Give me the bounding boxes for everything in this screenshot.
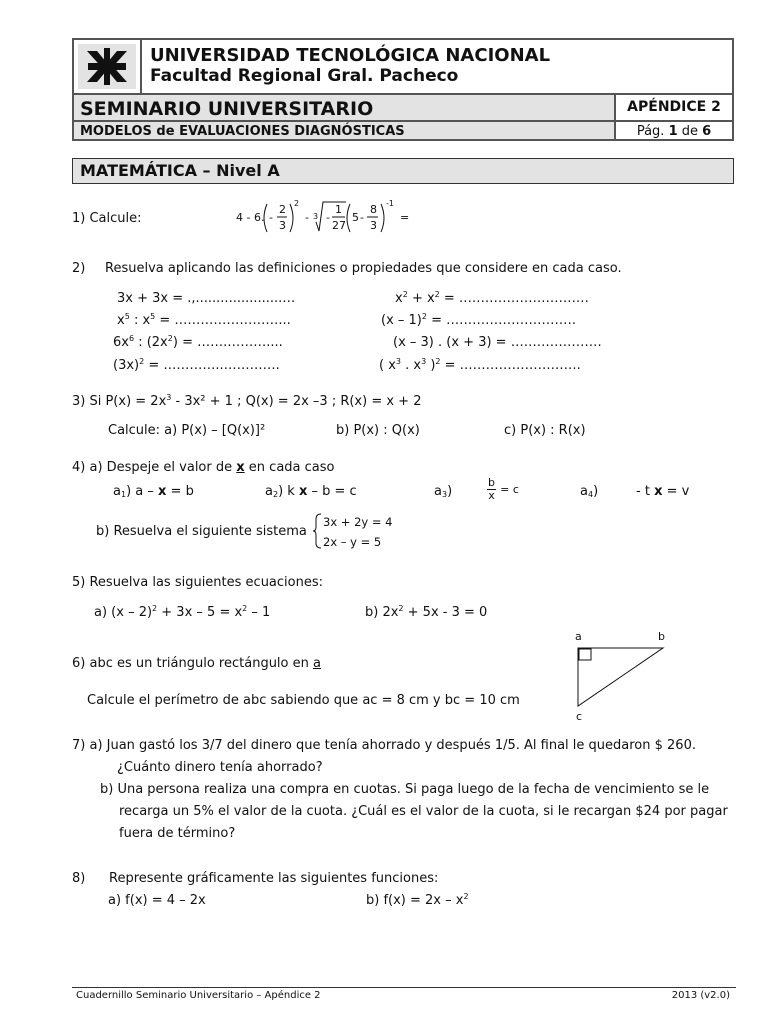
- university-cell: [142, 40, 732, 95]
- svg-text:3: 3: [370, 219, 377, 232]
- q8-label: 8): [72, 871, 86, 886]
- q2-item-l3: $6x^6$ : $(2x^2)$ = …….………....: [113, 334, 283, 350]
- footer-divider: [72, 987, 736, 988]
- svg-text:-: -: [326, 211, 330, 224]
- svg-text:27: 27: [332, 219, 346, 232]
- q2-item-r1: $x^2 + x^2$ = …………………………: [395, 290, 589, 306]
- q7-b-line3: fuera de término?: [119, 826, 236, 841]
- q3-calc-b: b) P(x) : Q(x): [336, 423, 420, 438]
- q4-a4: $a_4$): [580, 484, 599, 499]
- q8-text: Represente gráficamente las siguientes funciones:: [109, 871, 439, 886]
- q4-a4-eq: - t x = v: [636, 484, 690, 499]
- q2-item-l4: $(3x)^2$ = …………..………….: [113, 357, 280, 373]
- svg-text:3: 3: [313, 212, 319, 221]
- models-row: [74, 122, 732, 139]
- q2-text: Resuelva aplicando las definiciones o propiedades que considere en cada caso.: [105, 261, 622, 276]
- q4-b-text: b) Resuelva el siguiente sistema: [96, 524, 307, 539]
- q5-b: b) $2x^2 + 5x - 3 = 0$: [365, 604, 488, 620]
- triangle-diagram: [560, 626, 680, 730]
- faculty-name: Facultad Regional Gral. Pacheco: [150, 66, 459, 86]
- document-header: [72, 38, 734, 141]
- utn-logo: [78, 44, 136, 89]
- q2-item-l2: $x^5$ : $x^5$ = ……………………...: [117, 312, 291, 328]
- q4-system-eq2: 2x – y = 5: [323, 535, 382, 549]
- q6-text1: 6) abc es un triángulo rectángulo en a: [72, 656, 321, 671]
- logo-cell: [74, 40, 142, 95]
- q4-system-brace: [313, 513, 323, 553]
- svg-text:3: 3: [279, 219, 286, 232]
- q2-item-r3: (x – 3) . (x + 3) = …………………: [393, 335, 602, 350]
- q3-line1: 3) Si $P(x) = 2x^3 - 3x^2 + 1$ ; Q(x) = 2x –3 ; R(x) = x + 2: [72, 393, 422, 409]
- q4-a3: $a_3$): [434, 484, 453, 499]
- q3-calc-a: Calcule: a) P(x) – [Q(x)]²: [108, 423, 266, 438]
- q2-item-r2: (x – 1)$^2$ = …………………………: [381, 312, 577, 328]
- q4-a-text: 4) a) Despeje el valor de x en cada caso: [72, 460, 335, 475]
- q7-b-line1: b) Una persona realiza una compra en cuotas. Si paga luego de la fecha de vencimiento se le: [100, 782, 710, 797]
- svg-text:2: 2: [294, 199, 300, 208]
- section-title: MATEMÁTICA – Nivel A: [72, 158, 734, 184]
- q4-a2: $a_2$) k x – b = c: [265, 484, 357, 499]
- svg-text:2: 2: [279, 203, 286, 216]
- university-name: UNIVERSIDAD TECNOLÓGICA NACIONAL: [150, 45, 551, 66]
- seminar-title: SEMINARIO UNIVERSITARIO: [80, 98, 374, 120]
- svg-text:8: 8: [370, 203, 377, 216]
- q8-b: b) $f(x) = 2x - x^2$: [366, 892, 469, 908]
- appendix-label: APÉNDICE 2: [614, 95, 732, 120]
- svg-text:c: c: [576, 710, 583, 723]
- svg-text:-: -: [305, 211, 309, 224]
- q4-a3-fraction: $\frac{b}{x}$ = c: [488, 476, 519, 502]
- svg-text:=: =: [400, 211, 410, 224]
- seminar-row: [74, 95, 732, 122]
- q7-a-line1: 7) a) Juan gastó los 3/7 del dinero que tenía ahorrado y después 1/5. Al final le quedaron $ 260.: [72, 738, 696, 753]
- svg-text:1: 1: [335, 203, 342, 216]
- q7-a-line2: ¿Cuánto dinero tenía ahorrado?: [117, 760, 323, 775]
- q7-b-line2: recarga un 5% el valor de la cuota. ¿Cuál es el valor de la cuota, si le recargan $24 por pagar: [119, 804, 728, 819]
- q4-system-eq1: 3x + 2y = 4: [323, 515, 393, 529]
- svg-text:-1: -1: [386, 199, 394, 208]
- q2-item-r4: ( $x^3$ . $x^3$ )$^2$ = ……………………….: [379, 357, 581, 373]
- q5-text: 5) Resuelva las siguientes ecuaciones:: [72, 575, 323, 590]
- svg-text:5: 5: [352, 211, 359, 224]
- footer-right: 2013 (v2.0): [671, 990, 730, 1001]
- models-title: MODELOS de EVALUACIONES DIAGNÓSTICAS: [80, 124, 405, 139]
- svg-text:a: a: [575, 630, 582, 643]
- svg-text:4 - 6.: 4 - 6.: [236, 211, 265, 224]
- q6-text2: Calcule el perímetro de abc sabiendo que ac = 8 cm y bc = 10 cm: [87, 693, 520, 708]
- q1-label: 1) Calcule:: [72, 211, 142, 226]
- footer-left: Cuadernillo Seminario Universitario – Apéndice 2: [76, 990, 321, 1001]
- q1-expression: [236, 198, 426, 241]
- q8-a: a) f(x) = 4 – 2x: [108, 893, 206, 908]
- svg-text:b: b: [658, 630, 665, 643]
- q5-a: a) $(x - 2)^2 + 3x - 5 = x^2 - 1$: [94, 604, 271, 620]
- q2-item-l1: 3x + 3x = .,.....................…: [117, 291, 296, 306]
- q3-calc-c: c) P(x) : R(x): [504, 423, 586, 438]
- q2-label: 2): [72, 261, 86, 276]
- svg-text:-: -: [360, 211, 364, 224]
- q4-a1: $a_1$) a – x = b: [113, 484, 194, 499]
- svg-text:-: -: [269, 211, 273, 224]
- page-indicator: Pág. 1 de 6: [614, 122, 732, 139]
